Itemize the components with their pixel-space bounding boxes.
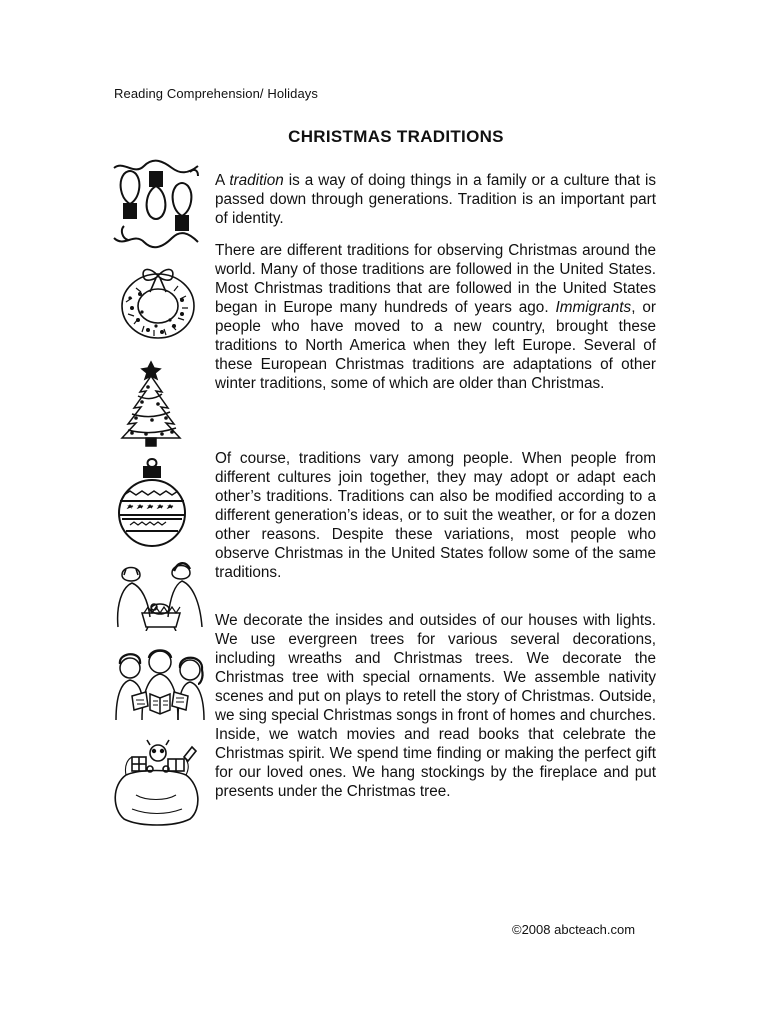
paragraph-text: , or people who have moved to a new country, brought these traditions to North America when they left Europe. Several of these European Christmas traditions are adaptations of other winter traditions, some of which are older than Christmas. <box>215 299 656 392</box>
christmas-lights-icon <box>110 158 202 250</box>
copyright-footer: ©2008 abcteach.com <box>512 922 636 937</box>
vocabulary-term: Immigrants <box>555 299 632 316</box>
paragraph-tradition-definition <box>215 171 656 228</box>
ornament-icon <box>116 457 188 549</box>
carolers-icon <box>112 644 208 722</box>
paragraph-traditions-origin <box>215 241 656 393</box>
paragraph-text: A <box>215 172 230 189</box>
paragraph-text: is a way of doing things in a family or a culture that is passed down through generations. Tradition is an important part of identity. <box>215 172 656 227</box>
vocabulary-term: tradition <box>229 172 284 189</box>
wreath-icon <box>112 262 204 344</box>
paragraph-text: There are different traditions for observing Christmas around the world. Many of those traditions are followed in the United States. Most Christmas traditions that are followed in the United States began in Europe many hundreds of years ago. <box>215 242 656 316</box>
page-title: CHRISTMAS TRADITIONS <box>288 127 504 146</box>
christmas-tree-icon <box>118 360 184 448</box>
paragraph-how-we-celebrate: We decorate the insides and outsides of our houses with lights. We use evergreen trees for various several decorations, including wreaths and Christmas trees. We decorate the Christmas tree with special ornaments. We assemble nativity scenes and put on plays to retell the story of Christmas. Outside, we sing special Christmas songs in front of homes and churches. Inside, we watch movies and read books that celebrate the Christmas spirit. We spend time finding or making the perfect gift for our loved ones. We hang stockings by the fireplace and put presents under the Christmas tree. <box>215 612 656 800</box>
gift-sack-icon <box>106 735 206 827</box>
nativity-scene-icon <box>112 561 208 631</box>
paragraph-traditions-vary: Of course, traditions vary among people. When people from different cultures join together, they may adopt or adapt each other’s traditions. Traditions can also be modified according to a different generation’s ideas, or to suit the weather, or for a dozen other reasons. Despite these variations, most people who observe Christmas in the United States follow some of the same traditions. <box>215 450 656 581</box>
worksheet-header: Reading Comprehension/ Holidays <box>114 86 318 101</box>
